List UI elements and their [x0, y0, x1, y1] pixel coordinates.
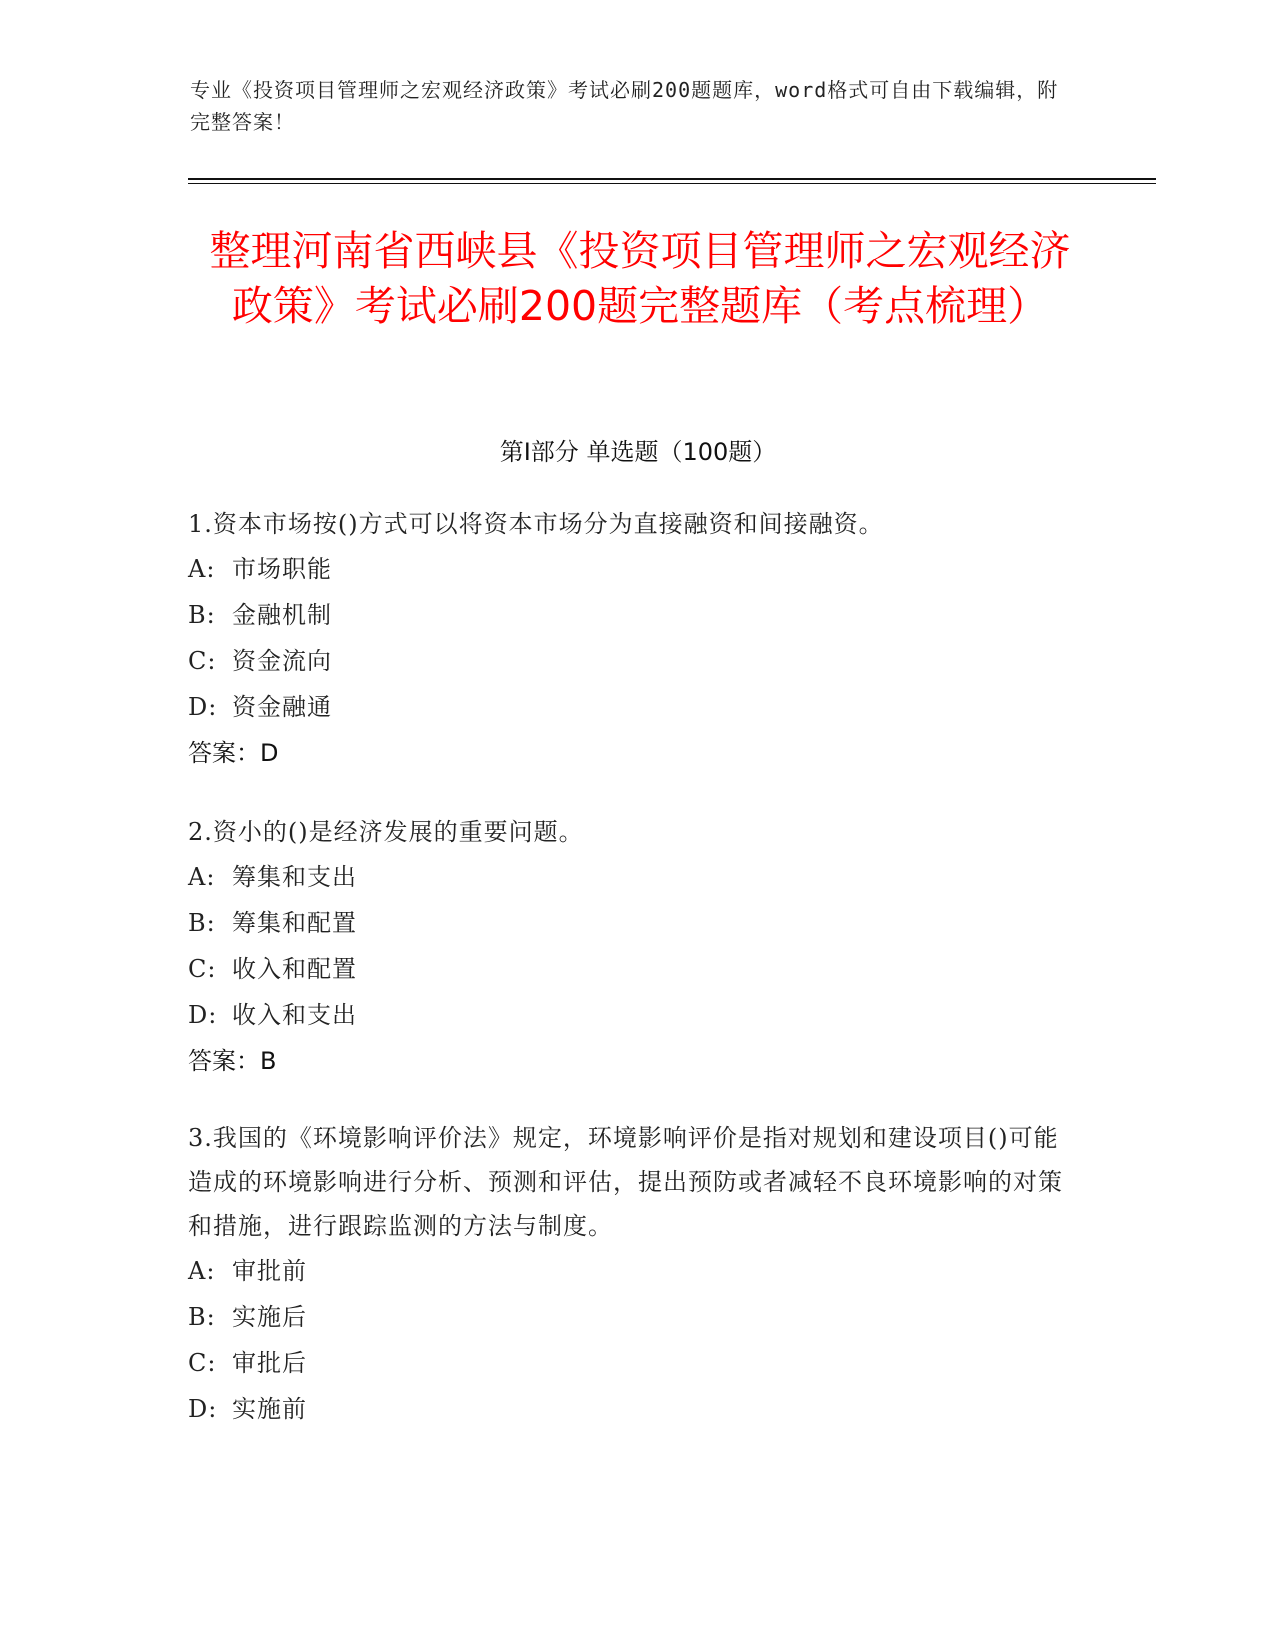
option-key: B:	[188, 601, 216, 629]
option-text: 市场职能	[232, 555, 332, 583]
question-2-answer: 答案：B	[188, 1047, 277, 1075]
question-3-option-b	[188, 1294, 1068, 1340]
option-text: 金融机制	[232, 601, 332, 629]
question-2-option-b	[188, 900, 1068, 946]
question-2-option-a	[188, 854, 1068, 900]
question-1-option-a	[188, 546, 1068, 592]
option-key: D:	[188, 1001, 218, 1029]
option-key: A:	[188, 863, 216, 891]
header-rule-thick	[188, 178, 1156, 180]
option-key: A:	[188, 555, 216, 583]
option-text: 实施前	[232, 1395, 307, 1423]
question-3-option-a	[188, 1248, 1068, 1294]
option-text: 收入和配置	[232, 955, 357, 983]
option-text: 筹集和配置	[232, 909, 357, 937]
option-key: D:	[188, 1395, 218, 1423]
option-key: C:	[188, 647, 217, 675]
option-text: 资金融通	[232, 693, 332, 721]
option-key: C:	[188, 955, 217, 983]
section-title: 第I部分 单选题（100题）	[499, 438, 777, 466]
option-key: C:	[188, 1349, 217, 1377]
question-1-option-c	[188, 638, 1068, 684]
question-2-text: 2.资小的()是经济发展的重要问题。	[188, 818, 584, 846]
question-2-option-c	[188, 946, 1068, 992]
option-text: 审批前	[232, 1257, 307, 1285]
option-text: 筹集和支出	[232, 863, 357, 891]
option-text: 实施后	[232, 1303, 307, 1331]
question-1-option-d	[188, 684, 1068, 730]
question-2	[188, 810, 1068, 1084]
question-1-answer: 答案：D	[188, 739, 279, 767]
question-3	[188, 1116, 1068, 1432]
option-key: D:	[188, 693, 218, 721]
question-3-text: 3.我国的《环境影响评价法》规定，环境影响评价是指对规划和建设项目()可能造成的环境影响进行分析、预测和评估，提出预防或者减轻不良环境影响的对策和措施，进行跟踪监测的方法与制度。	[188, 1124, 1063, 1240]
option-text: 资金流向	[232, 647, 332, 675]
option-text: 收入和支出	[232, 1001, 357, 1029]
option-key: A:	[188, 1257, 216, 1285]
question-1-option-b	[188, 592, 1068, 638]
question-2-option-d	[188, 992, 1068, 1038]
option-key: B:	[188, 909, 216, 937]
option-key: B:	[188, 1303, 216, 1331]
question-3-option-d	[188, 1386, 1068, 1432]
question-1-text: 1.资本市场按()方式可以将资本市场分为直接融资和间接融资。	[188, 510, 884, 538]
header-note: 专业《投资项目管理师之宏观经济政策》考试必刷200题题库，word格式可自由下载编辑，附完整答案！	[190, 78, 1059, 134]
header-rule-thin	[188, 183, 1156, 184]
question-3-option-c	[188, 1340, 1068, 1386]
option-text: 审批后	[232, 1349, 307, 1377]
question-1	[188, 502, 1068, 776]
document-title: 整理河南省西峡县《投资项目管理师之宏观经济政策》考试必刷200题完整题库（考点梳理）	[209, 227, 1071, 330]
